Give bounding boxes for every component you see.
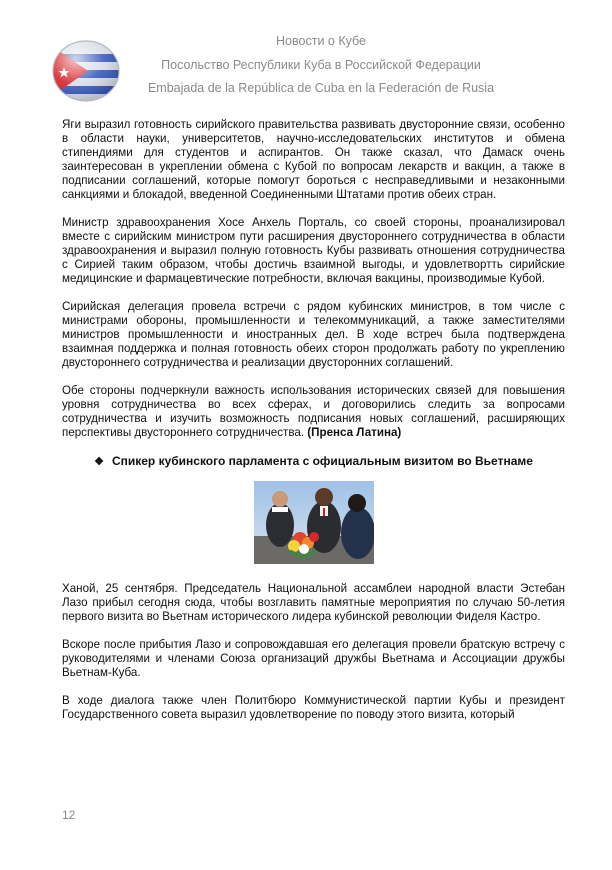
bullet-diamond-icon: ❖ [94, 456, 104, 468]
header-embassy-es: Embajada de la República de Cuba en la Federación de Rusia [147, 81, 495, 95]
header-embassy-ru: Посольство Республики Куба в Российской Федерации [161, 58, 481, 72]
article1-paragraph-4-text: Обе стороны подчеркнули важность использования исторических связей для повышения уровня сотрудничества во всех сферах, и договорились следить за вопросами сотрудничества и изучить возможность подписания новых соглашений, расширяющих перспективы двустороннего сотрудничества. [62, 384, 565, 439]
article1-paragraph-2: Министр здравоохранения Хосе Анхель Порталь, со своей стороны, проанализировал вместе с сирийским министром пути расширения двустороннего сотрудничества в области здравоохранения и выразил полную готовность Кубы развивать отношения сотрудничества с Сирией таким образом, чтобы достичь взаимной выгоды, и удовлетвортть сирийские медицинские и фармацевтические потребности, включая вакцины, производимые Кубой. [62, 216, 565, 285]
article1-paragraph-1: Яги выразил готовность сирийского правительства развивать двусторонние связи, особенно в области науки, университетов, научно-исследовательских институтов и обмена стипендиями для студентов и аспирантов. Он также сказал, что Дамаск очень заинтересован в укреплении обмена с Кубой по вопросам лекарств и вакцин, а также в подписании соглашений, которые помогут бороться с несправедливыми и незаконными санкциями и блокадой, введенной Соединенными Штатами против обеих стран. [62, 118, 565, 201]
article2-heading-text: Спикер кубинского парламента с официальным визитом во Вьетнаме [111, 454, 533, 468]
article2-photo-wrap [62, 481, 565, 564]
article1-paragraph-3: Сирийская делегация провела встречи с рядом кубинских министров, в том числе с министрами обороны, промышленности и телекоммуникаций, а также заместителями министров промышленности и иностранных дел. В ходе встреч была подтверждена взаимная поддержка и полная готовность обеих сторон продолжать работу по укреплению двустороннего сотрудничества и реализации двусторонних соглашений. [62, 300, 565, 369]
page-header [0, 0, 612, 105]
page-number: 12 [62, 808, 76, 822]
article2-paragraph-1: Ханой, 25 сентября. Председатель Национальной ассамблеи народной власти Эстебан Лазо прибыл сегодня сюда, чтобы возглавить памятные мероприятия по случаю 50-летия первого визита во Вьетнам исторического лидера кубинской революции Фиделя Кастро. [62, 582, 565, 623]
article2-paragraph-2: Вскоре после прибытия Лазо и сопровождавшая его делегация провели братскую встречу с руководителями и членами Союза организаций дружбы Вьетнама и Ассоциации дружбы Вьетнам-Куба. [62, 638, 565, 679]
article1-paragraph-4 [62, 384, 565, 440]
page-content [62, 118, 565, 722]
article1-source: (Пренса Латина) [307, 426, 402, 439]
article2-paragraph-3: В ходе диалога также член Политбюро Коммунистической партии Кубы и президент Государственного совета выразил удовлетворение по поводу этого визита, который [62, 694, 565, 721]
article2-heading [62, 454, 565, 469]
header-title: Новости о Кубе [276, 34, 366, 48]
article2-photo [254, 481, 374, 564]
